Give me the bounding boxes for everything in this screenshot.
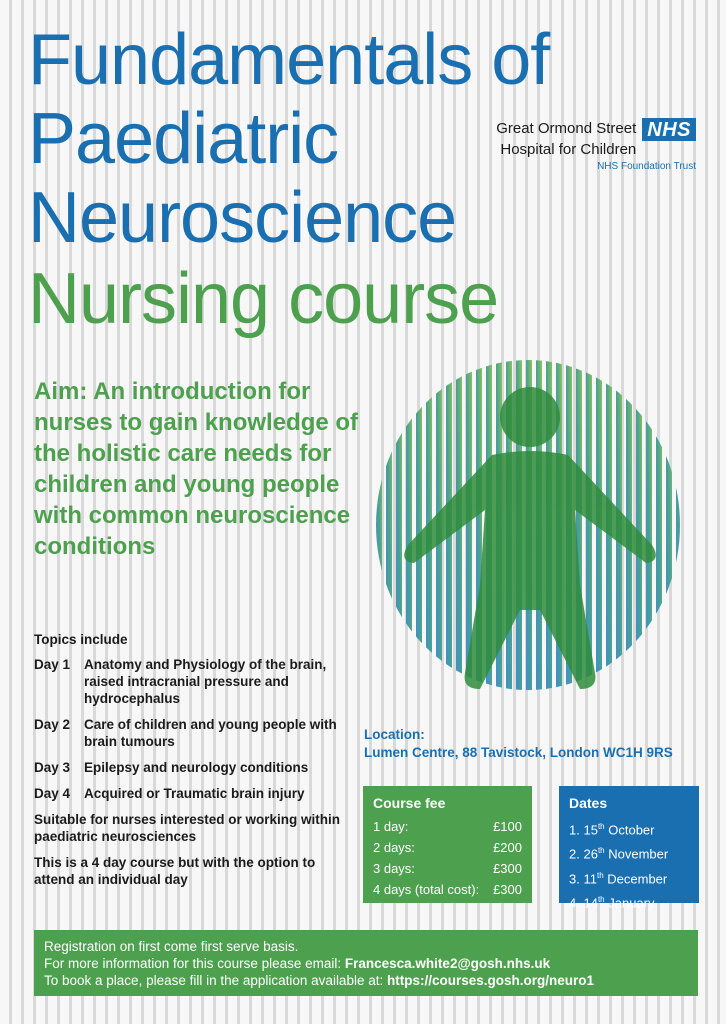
trust-name: NHS Foundation Trust: [597, 161, 696, 172]
graphic-bar: [376, 355, 382, 695]
graphic-bar: [406, 355, 412, 695]
fee-price: £200: [493, 840, 522, 855]
fee-row: [373, 837, 522, 858]
topic-day-text: Care of children and young people with brain tumours: [84, 717, 337, 749]
fee-label: 2 days:: [373, 840, 415, 855]
topic-day-label: Day 2: [34, 717, 71, 732]
registration-line-2: [44, 955, 688, 972]
fee-label: 1 day:: [373, 819, 409, 834]
location-section: [364, 726, 673, 762]
topic-day-text: Anatomy and Physiology of the brain, raised intracranial pressure and hydrocephalus: [84, 657, 327, 706]
child-figure-icon: [370, 355, 686, 695]
date-suffix: th: [596, 870, 604, 880]
date-day: 11: [583, 870, 597, 886]
graphic-bar: [416, 355, 422, 695]
dates-box: [559, 786, 699, 911]
graphic-bar: [656, 355, 662, 695]
graphic-bar: [386, 355, 392, 695]
date-suffix: th: [597, 846, 605, 856]
dates-heading: Dates: [569, 795, 608, 811]
booking-url-link[interactable]: https://courses.gosh.org/neuro1: [387, 973, 595, 988]
suitable-note: Suitable for nurses interested or working within paediatric neurosciences: [34, 812, 341, 844]
date-day: 14: [583, 895, 598, 911]
title-line-3: Neuroscience: [28, 178, 457, 258]
date-row: [569, 889, 689, 913]
location-label: Location:: [364, 727, 425, 742]
topics-heading: Topics include: [34, 632, 128, 647]
fee-row: [373, 858, 522, 879]
date-suffix: th: [597, 822, 605, 831]
registration-box: [34, 930, 698, 996]
topic-day-text: Acquired or Traumatic brain injury: [84, 786, 305, 801]
hospital-name-line-1: Great Ormond Street: [496, 120, 637, 137]
fee-row: [373, 816, 522, 837]
hospital-name-line-2: Hospital for Children: [500, 141, 637, 158]
date-month: October: [608, 822, 655, 838]
date-number: 1.: [569, 822, 580, 838]
location-address: Lumen Centre, 88 Tavistock, London WC1H 9RS: [364, 745, 673, 760]
aim-text: Aim: An introduction for nurses to gain knowledge of the holistic care needs for children and young people with common neuroscience conditions: [34, 378, 359, 560]
fee-price: £100: [493, 819, 522, 834]
fee-row: [373, 879, 522, 900]
hospital-name: [496, 118, 636, 160]
url-prefix: To book a place, please fill in the application available at:: [44, 973, 384, 988]
fee-label: 4 days (total cost):: [373, 882, 480, 897]
graphic-bar: [396, 355, 402, 695]
date-row: [569, 840, 689, 864]
graphic-bar: [646, 355, 652, 695]
graphic-bar: [666, 355, 672, 695]
date-row: [569, 865, 689, 889]
date-month: December: [607, 870, 668, 886]
topic-day-1: [34, 656, 354, 707]
title-line-4: Nursing course: [28, 259, 499, 339]
nhs-logo: NHS: [642, 118, 696, 141]
course-fee-heading: Course fee: [373, 795, 446, 811]
date-month: November: [608, 846, 669, 862]
topic-day-text: Epilepsy and neurology conditions: [84, 760, 309, 775]
registration-line-3: [44, 972, 688, 989]
title-line-1: Fundamentals of: [28, 20, 550, 100]
fee-label: 3 days:: [373, 861, 415, 876]
topic-day-3: [34, 759, 354, 776]
date-day: 26: [583, 846, 598, 862]
title-line-2: Paediatric: [28, 99, 339, 179]
topic-day-4: [34, 785, 354, 802]
date-number: 3.: [569, 870, 580, 886]
date-row: [569, 816, 689, 840]
date-number: 4.: [569, 895, 580, 911]
date-month: January: [608, 895, 655, 911]
contact-email-link[interactable]: Francesca.white2@gosh.nhs.uk: [344, 956, 551, 971]
graphic-bar: [676, 355, 682, 695]
registration-line-1: Registration on first come first serve basis.: [44, 939, 299, 954]
nhs-logo-block: [496, 118, 696, 172]
fee-price: £300: [493, 861, 522, 876]
date-suffix: th: [597, 894, 605, 904]
topics-section: [34, 632, 354, 897]
course-fee-box: [363, 786, 532, 903]
option-note: This is a 4 day course but with the option to attend an individual day: [34, 855, 316, 887]
email-prefix: For more information for this course please email:: [44, 956, 342, 971]
graphic-bar: [636, 355, 642, 695]
date-day: 15: [583, 822, 598, 838]
topic-day-label: Day 4: [34, 786, 71, 801]
date-number: 2.: [569, 846, 580, 862]
fee-price: £300: [493, 882, 522, 897]
topic-day-label: Day 3: [34, 760, 71, 775]
topic-day-label: Day 1: [34, 657, 71, 672]
topic-day-2: [34, 716, 354, 750]
